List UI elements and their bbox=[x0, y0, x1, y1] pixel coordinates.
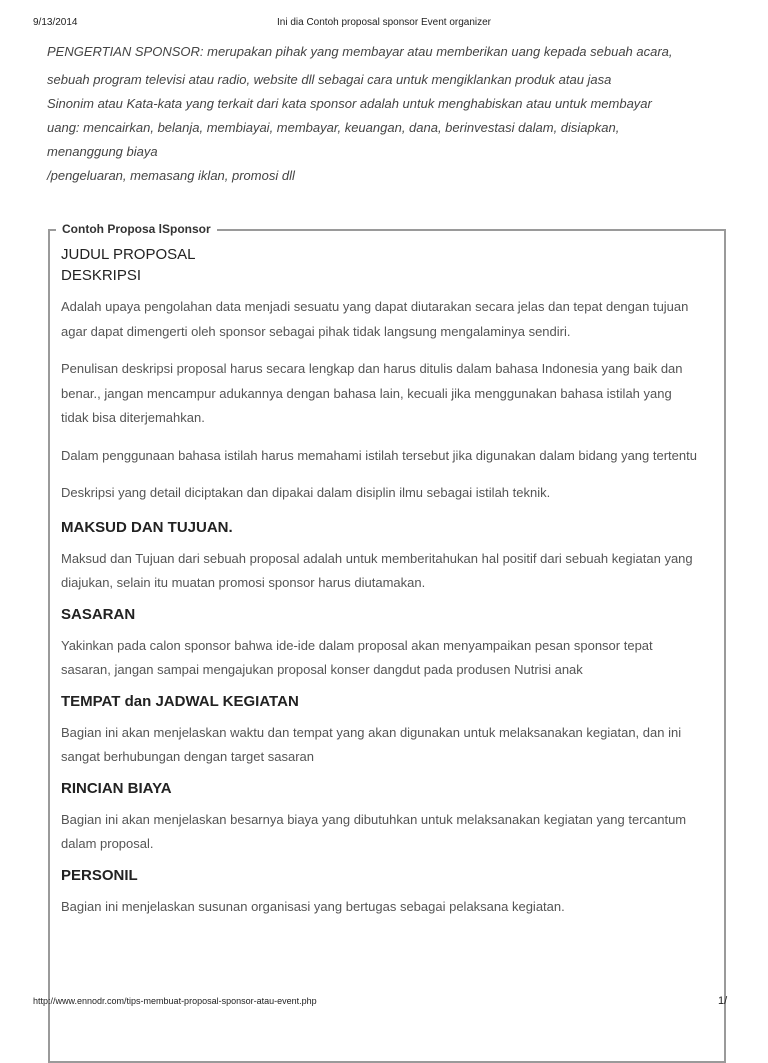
description-paragraph: Adalah upaya pengolahan data menjadi sesuatu yang dapat diutarakan secara jelas dan tepat dengan tujuan agar dapat dimengerti oleh sponsor sebagai pihak tidak langsung mengalaminya sendiri. bbox=[61, 299, 689, 339]
intro-line: menanggung biaya bbox=[47, 144, 158, 159]
description-paragraph: Deskripsi yang detail diciptakan dan dipakai dalam disiplin ilmu sebagai istilah teknik. bbox=[61, 485, 551, 500]
intro-line: PENGERTIAN SPONSOR: merupakan pihak yang membayar atau memberikan uang kepada sebuah acara, bbox=[47, 44, 673, 59]
section-text: Bagian ini akan menjelaskan besarnya biaya yang dibutuhkan untuk melaksanakan kegiatan yang tercantum dalam proposal. bbox=[61, 811, 687, 851]
section-text: Yakinkan pada calon sponsor bahwa ide-ide dalam proposal akan menyampaikan pesan sponsor tepat sasaran, jangan sampai mengajukan proposal konser dangdut pada produsen Nutrisi anak bbox=[61, 637, 653, 677]
intro-line: /pengeluaran, memasang iklan, promosi dll bbox=[47, 168, 295, 183]
section-heading: PERSONIL bbox=[61, 866, 138, 884]
section-text: Bagian ini menjelaskan susunan organisasi yang bertugas sebagai pelaksana kegiatan. bbox=[61, 898, 565, 914]
section-heading: TEMPAT dan JADWAL KEGIATAN bbox=[61, 692, 299, 710]
description-heading: DESKRIPSI bbox=[61, 267, 142, 284]
proposal-title: JUDUL PROPOSAL bbox=[61, 246, 196, 263]
description-paragraph: Penulisan deskripsi proposal harus secara lengkap dan harus ditulis dalam bahasa Indonesia yang baik dan benar., jangan mencampur adukannya dengan bahasa lain, kecuali jika menggunakan bahasa istilah yang tidak bisa diterjemahkan. bbox=[61, 361, 683, 425]
section-heading: SASARAN bbox=[61, 605, 136, 623]
intro-line: sebuah program televisi atau radio, website dll sebagai cara untuk mengiklankan produk atau jasa bbox=[47, 72, 612, 87]
page-number: 1/ bbox=[718, 995, 728, 1007]
section-text: Maksud dan Tujuan dari sebuah proposal adalah untuk memberitahukan hal positif dari sebuah kegiatan yang diajukan, selain itu muatan promosi sponsor harus diutamakan. bbox=[61, 550, 693, 590]
intro-block bbox=[47, 44, 727, 191]
intro-line: uang: mencairkan, belanja, membiayai, membayar, keuangan, dana, berinvestasi dalam, disiapkan, bbox=[47, 120, 620, 135]
print-page-title: Ini dia Contoh proposal sponsor Event organizer bbox=[276, 17, 492, 28]
description-paragraph: Dalam penggunaan bahasa istilah harus memahami istilah tersebut jika digunakan dalam bidang yang tertentu bbox=[61, 447, 697, 463]
section-heading: RINCIAN BIAYA bbox=[61, 779, 172, 797]
section-text: Bagian ini akan menjelaskan waktu dan tempat yang akan digunakan untuk melaksanakan kegiatan, dan ini sangat berhubungan dengan target sasaran bbox=[61, 724, 682, 764]
print-date: 9/13/2014 bbox=[33, 17, 78, 28]
section-heading: MAKSUD DAN TUJUAN. bbox=[61, 518, 233, 536]
frame-legend: Contoh Proposa lSponsor bbox=[56, 221, 217, 237]
proposal-content bbox=[61, 244, 701, 919]
footer-url: http://www.ennodr.com/tips-membuat-proposal-sponsor-atau-event.php bbox=[33, 996, 317, 1006]
intro-line: Sinonim atau Kata-kata yang terkait dari kata sponsor adalah untuk menghabiskan atau untuk membayar bbox=[47, 96, 652, 111]
